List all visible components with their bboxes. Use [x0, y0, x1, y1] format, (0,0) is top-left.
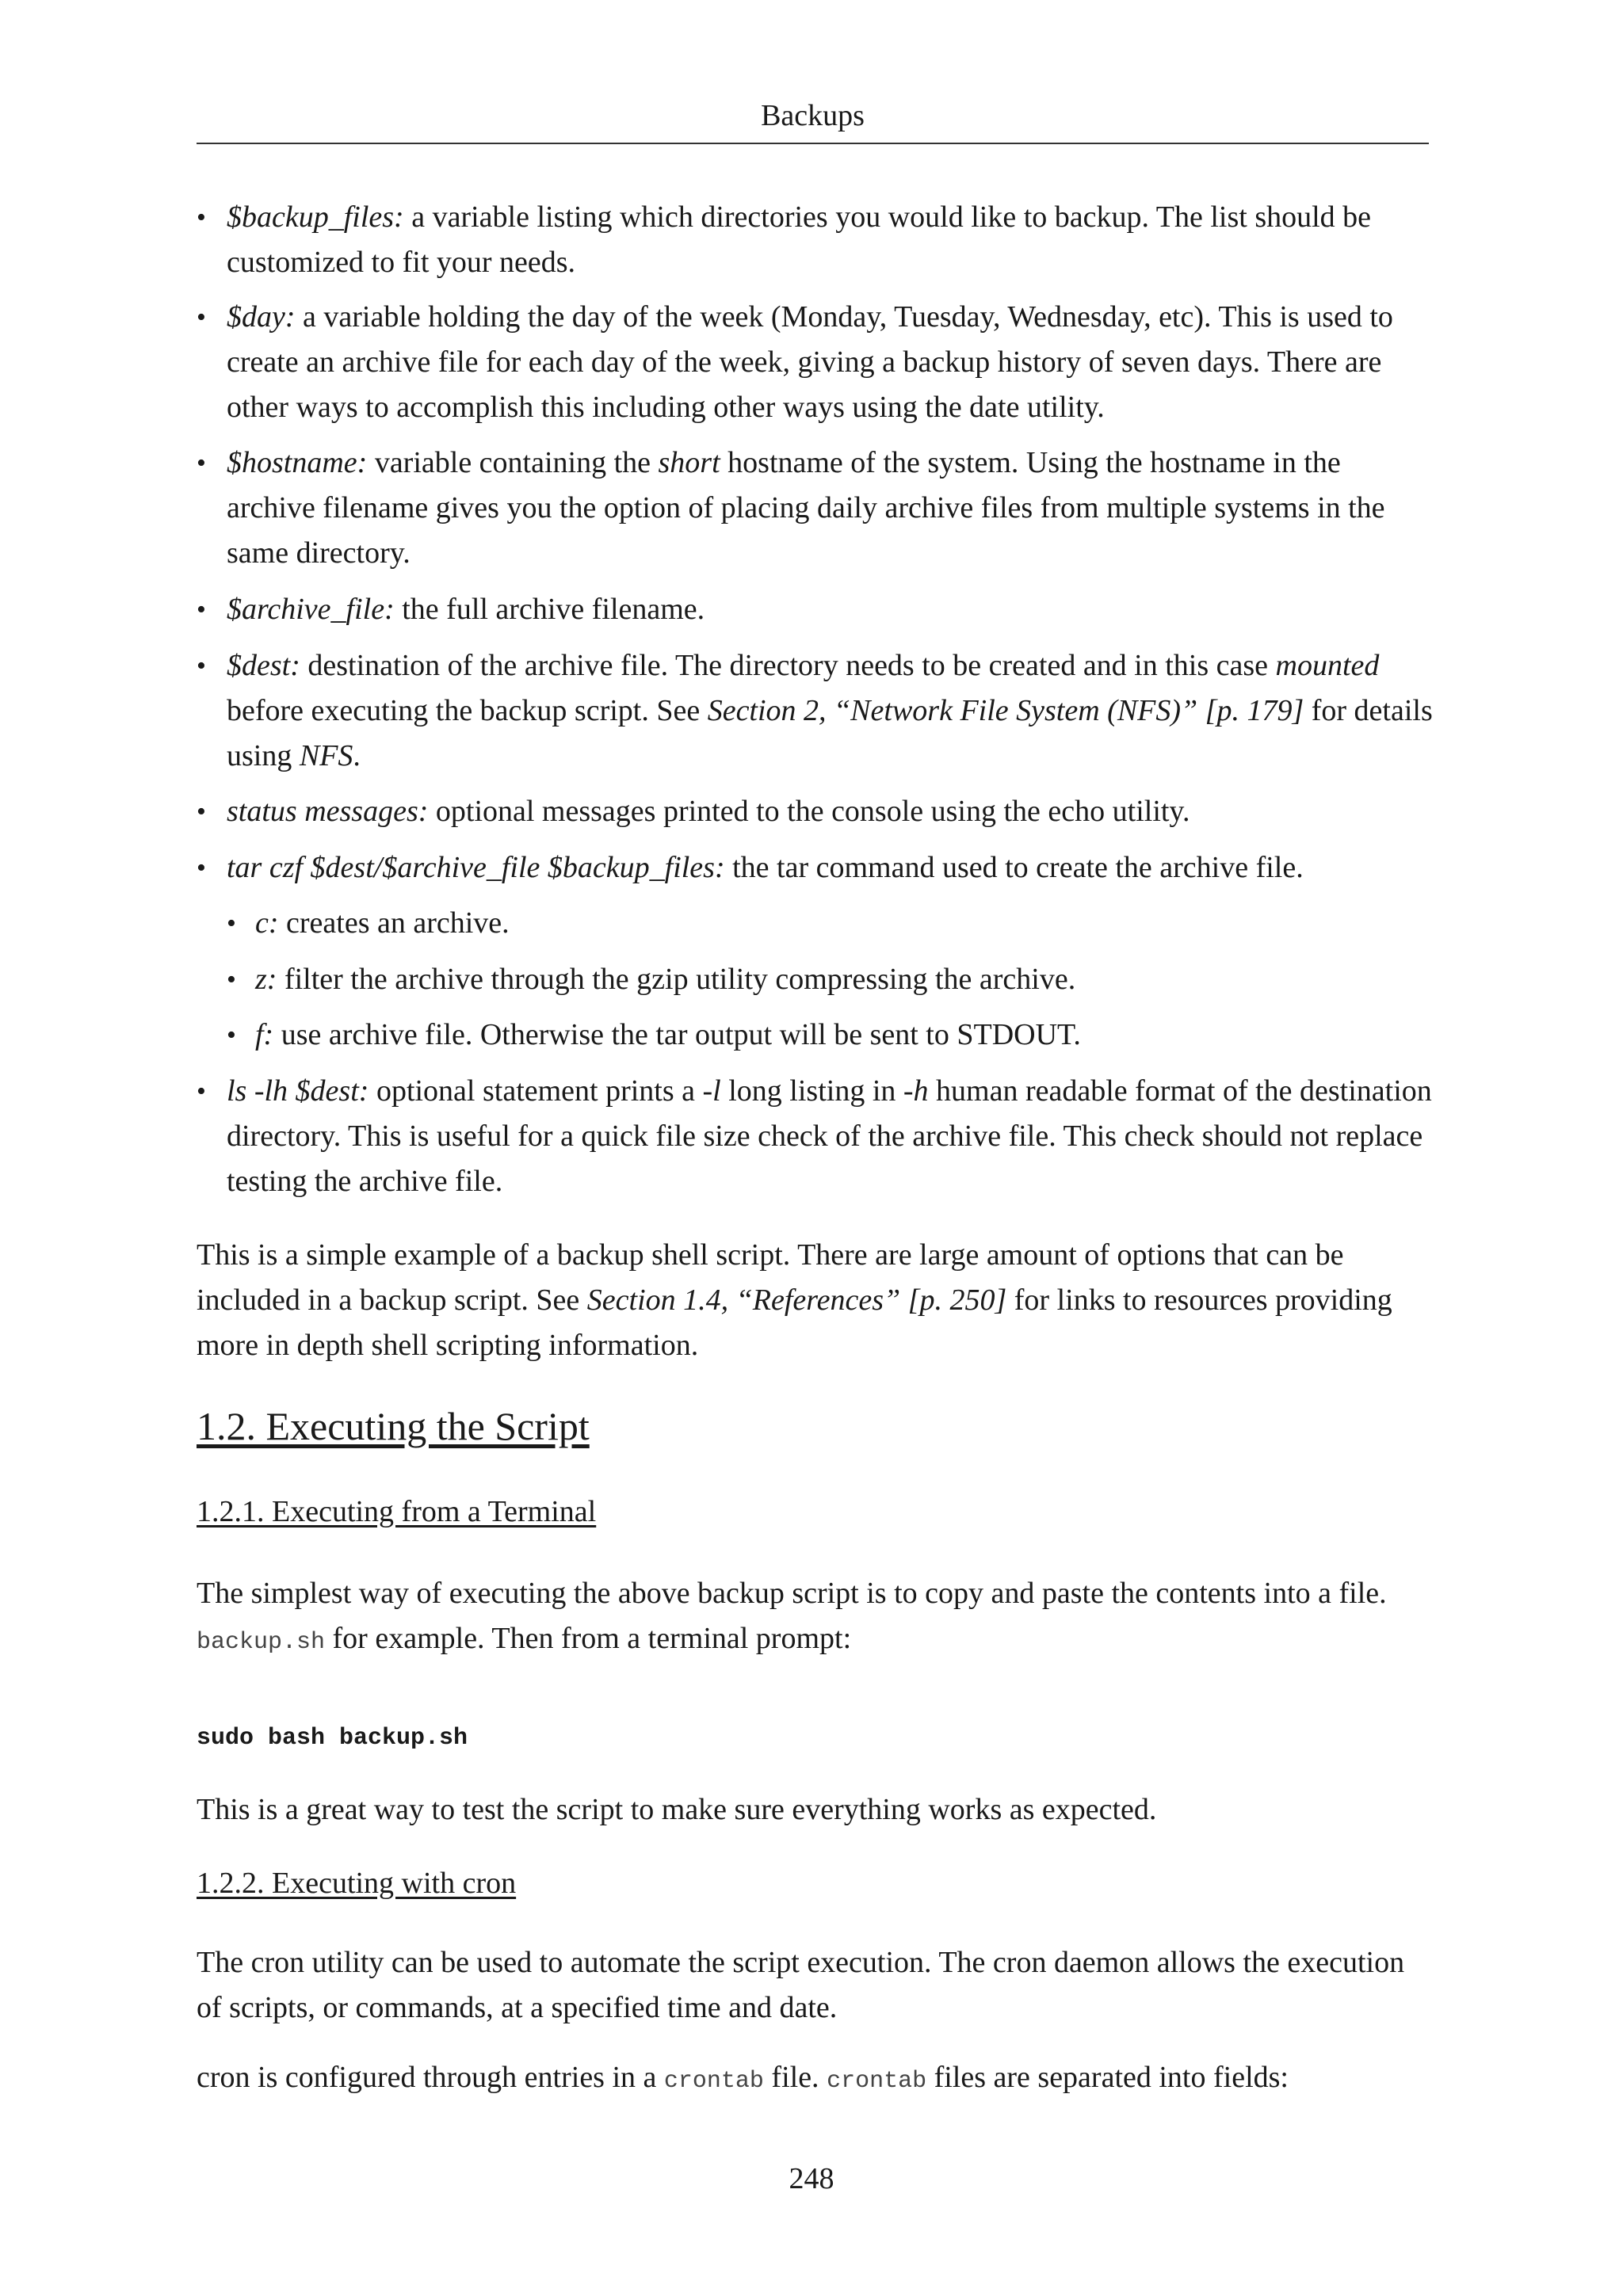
paragraph-text: files are separated into fields: — [926, 2061, 1289, 2094]
emphasis: mounted — [1275, 649, 1380, 682]
paragraph-text: for links to resources providing more in depth shell scripting information. — [197, 1283, 1392, 1362]
paragraph-text: This is a simple example of a backup shell script. There are large amount of options that can be included in a backup script. See — [197, 1238, 1344, 1317]
description: destination of the archive file. The directory needs to be created and in this case — [300, 649, 1276, 682]
list-item-day — [197, 295, 1433, 430]
emphasis: -h — [903, 1074, 929, 1108]
term: ls -lh $dest: — [227, 1074, 369, 1108]
description: the tar command used to create the archive file. — [724, 851, 1304, 884]
section-heading: 1.2. Executing the Script — [197, 1404, 590, 1448]
header-rule — [197, 143, 1429, 144]
description: a variable listing which directories you would like to backup. The list should be customized to fit your needs. — [227, 200, 1372, 279]
term: $archive_file: — [227, 593, 395, 626]
cron-paragraph: The cron utility can be used to automate the script execution. The cron daemon allows the execution of scripts, or commands, at a specified time and date. — [197, 1946, 1405, 2024]
description: hostname of the system. Using the hostname in the archive filename gives you the option of placing daily archive files from multiple systems in the same directory. — [227, 446, 1385, 570]
command-code-block: sudo bash backup.sh — [197, 1725, 468, 1752]
emphasis: -l — [702, 1074, 721, 1108]
description: creates an archive. — [278, 906, 510, 940]
summary-paragraph — [197, 1233, 1433, 1368]
list-item-dest — [197, 643, 1433, 779]
crontab-paragraph — [197, 2055, 1433, 2104]
list-item-archive-file — [197, 587, 1433, 632]
term: status messages: — [227, 795, 429, 828]
test-paragraph: This is a great way to test the script to make sure everything works as expected. — [197, 1793, 1157, 1826]
emphasis: short — [658, 446, 720, 479]
paragraph-text: cron is configured through entries in a — [197, 2061, 664, 2094]
term: c: — [255, 906, 279, 940]
term: $hostname: — [227, 446, 368, 479]
list-item-backup-files — [197, 195, 1433, 285]
description: . — [353, 739, 361, 772]
term: f: — [255, 1018, 274, 1051]
term: tar czf $dest/$archive_file $backup_files: — [227, 851, 725, 884]
crontab-code: crontab — [663, 2068, 764, 2095]
term: $dest: — [227, 649, 300, 682]
description: a variable holding the day of the week (Monday, Tuesday, Wednesday, etc). This is used to create an archive file for each day of the week, giving a backup history of seven days. There are other ways to accomplish this including other ways using the date utility. — [227, 300, 1393, 424]
nfs-section-link[interactable]: Section 2, “Network File System (NFS)” [p. 179] — [707, 694, 1304, 727]
terminal-paragraph — [197, 1571, 1433, 1665]
list-item-hostname — [197, 441, 1433, 576]
description: before executing the backup script. See — [227, 694, 708, 727]
crontab-code: crontab — [827, 2068, 927, 2095]
list-item-tar-f — [197, 1013, 1433, 1058]
references-section-link[interactable]: Section 1.4, “References” [p. 250] — [586, 1283, 1007, 1317]
description: filter the archive through the gzip utility compressing the archive. — [277, 963, 1076, 996]
description: human readable format of the destination directory. This is useful for a quick file size check of the archive file. This check should not replace testing the archive file. — [227, 1074, 1432, 1198]
subsection-heading-cron: 1.2.2. Executing with cron — [197, 1867, 517, 1900]
list-item-tar-command — [197, 845, 1433, 891]
paragraph-text: for example. Then from a terminal prompt: — [325, 1622, 852, 1655]
list-item-tar-z — [197, 957, 1433, 1002]
term: z: — [255, 963, 277, 996]
filename-code: backup.sh — [197, 1629, 326, 1656]
description: optional statement prints a — [369, 1074, 703, 1108]
description: variable containing the — [367, 446, 659, 479]
description: use archive file. Otherwise the tar output will be sent to STDOUT. — [273, 1018, 1081, 1051]
list-item-status-messages — [197, 789, 1433, 834]
list-item-tar-c — [197, 901, 1433, 946]
subsection-heading-terminal: 1.2.1. Executing from a Terminal — [197, 1495, 597, 1528]
term: $day: — [227, 300, 296, 334]
emphasis: NFS — [299, 739, 353, 772]
list-item-ls-lh — [197, 1069, 1433, 1204]
term: $backup_files: — [227, 200, 404, 234]
page-number: 248 — [789, 2162, 834, 2195]
description: for details using — [227, 694, 1433, 772]
description: optional messages printed to the console using the echo utility. — [428, 795, 1190, 828]
paragraph-text: file. — [763, 2061, 827, 2094]
running-header: Backups — [761, 99, 865, 132]
description: long listing in — [720, 1074, 903, 1108]
paragraph-text: The simplest way of executing the above backup script is to copy and paste the contents into a file. — [197, 1577, 1387, 1610]
description: the full archive filename. — [394, 593, 705, 626]
